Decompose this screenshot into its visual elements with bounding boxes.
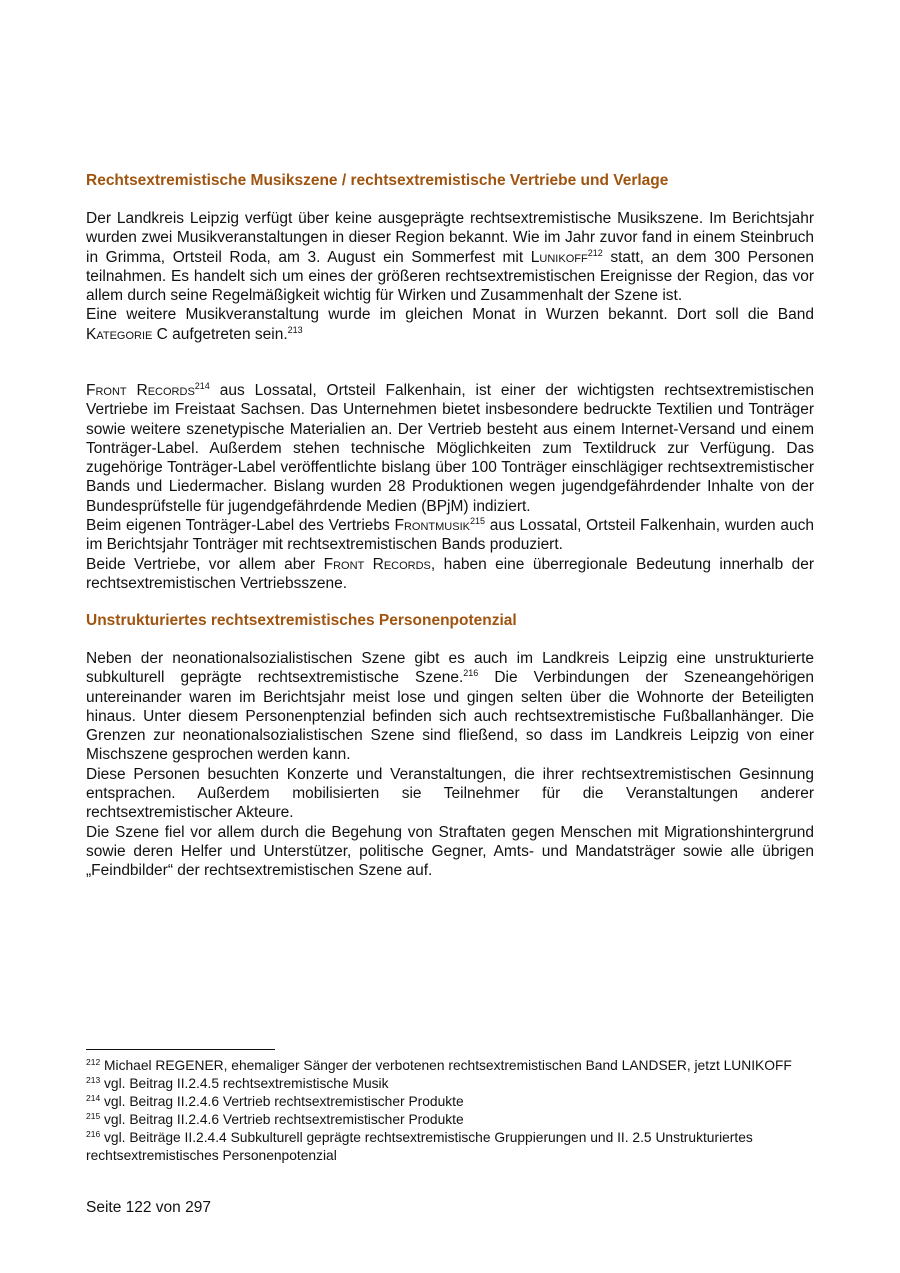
- text: Eine weitere Musikveranstaltung wurde im gleichen Monat in Wurzen bekannt. Dort soll die Band: [86, 306, 814, 324]
- footnotes: [86, 1057, 814, 1165]
- text: statt, an dem 300 Personen teilnahmen. Es handelt sich um eines der größeren rechtsextremistischen Ereignisse der Region, das vor allem durch seine Regelmäßigkeit wichtig für Wirken und Zusammenhalt der Szene ist.: [86, 248, 814, 305]
- text: Beim eigenen Tonträger-Label des Vertriebs: [86, 517, 395, 535]
- page-number: Seite 122 von 297: [86, 1199, 211, 1216]
- paragraph: Die Szene fiel vor allem durch die Begehung von Straftaten gegen Menschen mit Migrationshintergrund sowie deren Helfer und Unterstützer, politische Gegner, Amts- und Mandatsträger sowie alle übrigen „Feindbilder“ der rechtsextremistischen Szene auf.: [86, 823, 814, 880]
- footnote: [86, 1057, 814, 1075]
- paragraph: [86, 381, 814, 516]
- footnote-text: Michael REGENER, ehemaliger Sänger der verbotenen rechtsextremistischen Band LANDSER, jetzt LUNIKOFF: [100, 1058, 792, 1073]
- text: , haben eine überregionale Bedeutung innerhalb der rechtsextremistischen Vertriebsszene.: [86, 555, 814, 592]
- paragraph: [86, 305, 814, 344]
- section-heading-music-scene: Rechtsextremistische Musikszene / rechtsextremistische Vertriebe und Verlage: [86, 172, 669, 189]
- text: aus Lossatal, Ortsteil Falkenhain, wurden auch im Berichtsjahr Tonträger mit rechtsextremistischen Bands produziert.: [86, 517, 814, 554]
- text: Der Landkreis Leipzig verfügt über keine ausgeprägte rechtsextremistische Musikszene. Im Berichtsjahr wurden zwei Musikveranstaltungen in dieser Region bekannt. Wie im Jahr zuvor fand in einem Steinbruch in Grimma, Ortsteil Roda, am 3. August ein Sommerfest mit: [86, 210, 814, 266]
- footnote-number: 212: [86, 1057, 101, 1067]
- paragraph: [86, 649, 814, 765]
- footnote-number: 216: [86, 1129, 101, 1139]
- footnote-text: vgl. Beitrag II.2.4.6 Vertrieb rechtsextremistischer Produkte: [100, 1112, 464, 1127]
- paragraph: [86, 555, 814, 594]
- footnote: [86, 1093, 814, 1111]
- section-heading-persons: Unstrukturiertes rechtsextremistisches Personenpotenzial: [86, 612, 517, 629]
- footnote-text: vgl. Beitrag II.2.4.5 rechtsextremistische Musik: [100, 1076, 389, 1091]
- footnote-text: vgl. Beiträge II.2.4.4 Subkulturell geprägte rechtsextremistische Gruppierungen und II. 2.5 Unstrukturiertes rechtsextremistisches Personenpotenzial: [86, 1130, 753, 1163]
- band-name: Lunikoff: [530, 248, 588, 266]
- footnote-number: 213: [86, 1075, 101, 1085]
- footnote-ref: 215: [469, 516, 485, 527]
- text: Beide Vertriebe, vor allem aber: [86, 555, 324, 573]
- paragraph: [86, 209, 814, 305]
- label-name: Frontmusik: [394, 517, 470, 535]
- footnote-ref: 216: [463, 668, 479, 679]
- company-name: Front Records: [86, 382, 195, 399]
- text: aus Lossatal, Ortsteil Falkenhain, ist einer der wichtigsten rechtsextremistischen Vertriebe im Freistaat Sachsen. Das Unternehmen bietet insbesondere bedruckte Textilien und Tonträger sowie weitere szenetypische Materialien an. Der Vertrieb besteht aus einem Internet-Versand und einem Tonträger-Label. Außerdem stehen technische Möglichkeiten zum Textildruck zur Verfügung. Das zugehörige Tonträger-Label veröffentlichte bislang über 100 Tonträger einschlägiger rechtsextremistischer Bands und Liedermacher. Bislang wurden 28 Produktionen wegen jugendgefährdender Inhalte von der Bundesprüfstelle für jugendgefährdende Medien (BPjM) indiziert.: [86, 382, 814, 515]
- footnote-number: 215: [86, 1111, 101, 1121]
- paragraph: Diese Personen besuchten Konzerte und Veranstaltungen, die ihrer rechtsextremistischen Gesinnung entsprachen. Außerdem mobilisierten sie Teilnehmer für die Veranstaltungen anderer rechtsextremistischer Akteure.: [86, 765, 814, 822]
- footnote-ref: 212: [587, 247, 603, 258]
- text: Neben der neonationalsozialistischen Szene gibt es auch im Landkreis Leipzig eine unstrukturierte subkulturell geprägte rechtsextremistische Szene.: [86, 650, 814, 687]
- footnote-number: 214: [86, 1093, 101, 1103]
- company-name: Front Records: [323, 555, 431, 573]
- band-name: Kategorie: [86, 325, 153, 343]
- footnote-text: vgl. Beitrag II.2.4.6 Vertrieb rechtsextremistischer Produkte: [100, 1094, 464, 1109]
- section-music-scene-body: [86, 209, 814, 344]
- footnote-ref: 213: [287, 324, 303, 335]
- section-persons-body: [86, 649, 814, 881]
- text: Die Verbindungen der Szeneangehörigen untereinander waren im Berichtsjahr meist lose und gingen selten über die Wohnorte der Beteiligten hinaus. Unter diesem Personenptenzial befinden sich auch rechtsextremistische Fußballanhänger. Die Grenzen zur neonationalsozialistischen Szene sind fließend, so dass im Landkreis Leipzig von einer Mischszene gesprochen werden kann.: [86, 669, 814, 764]
- footnote: [86, 1075, 814, 1093]
- text: C aufgetreten sein.: [152, 325, 288, 343]
- footnote: [86, 1129, 814, 1165]
- footnote: [86, 1111, 814, 1129]
- section-distributors-body: [86, 381, 814, 593]
- footnote-ref: 214: [194, 381, 210, 391]
- paragraph: [86, 516, 814, 555]
- footnote-divider: [86, 1049, 275, 1050]
